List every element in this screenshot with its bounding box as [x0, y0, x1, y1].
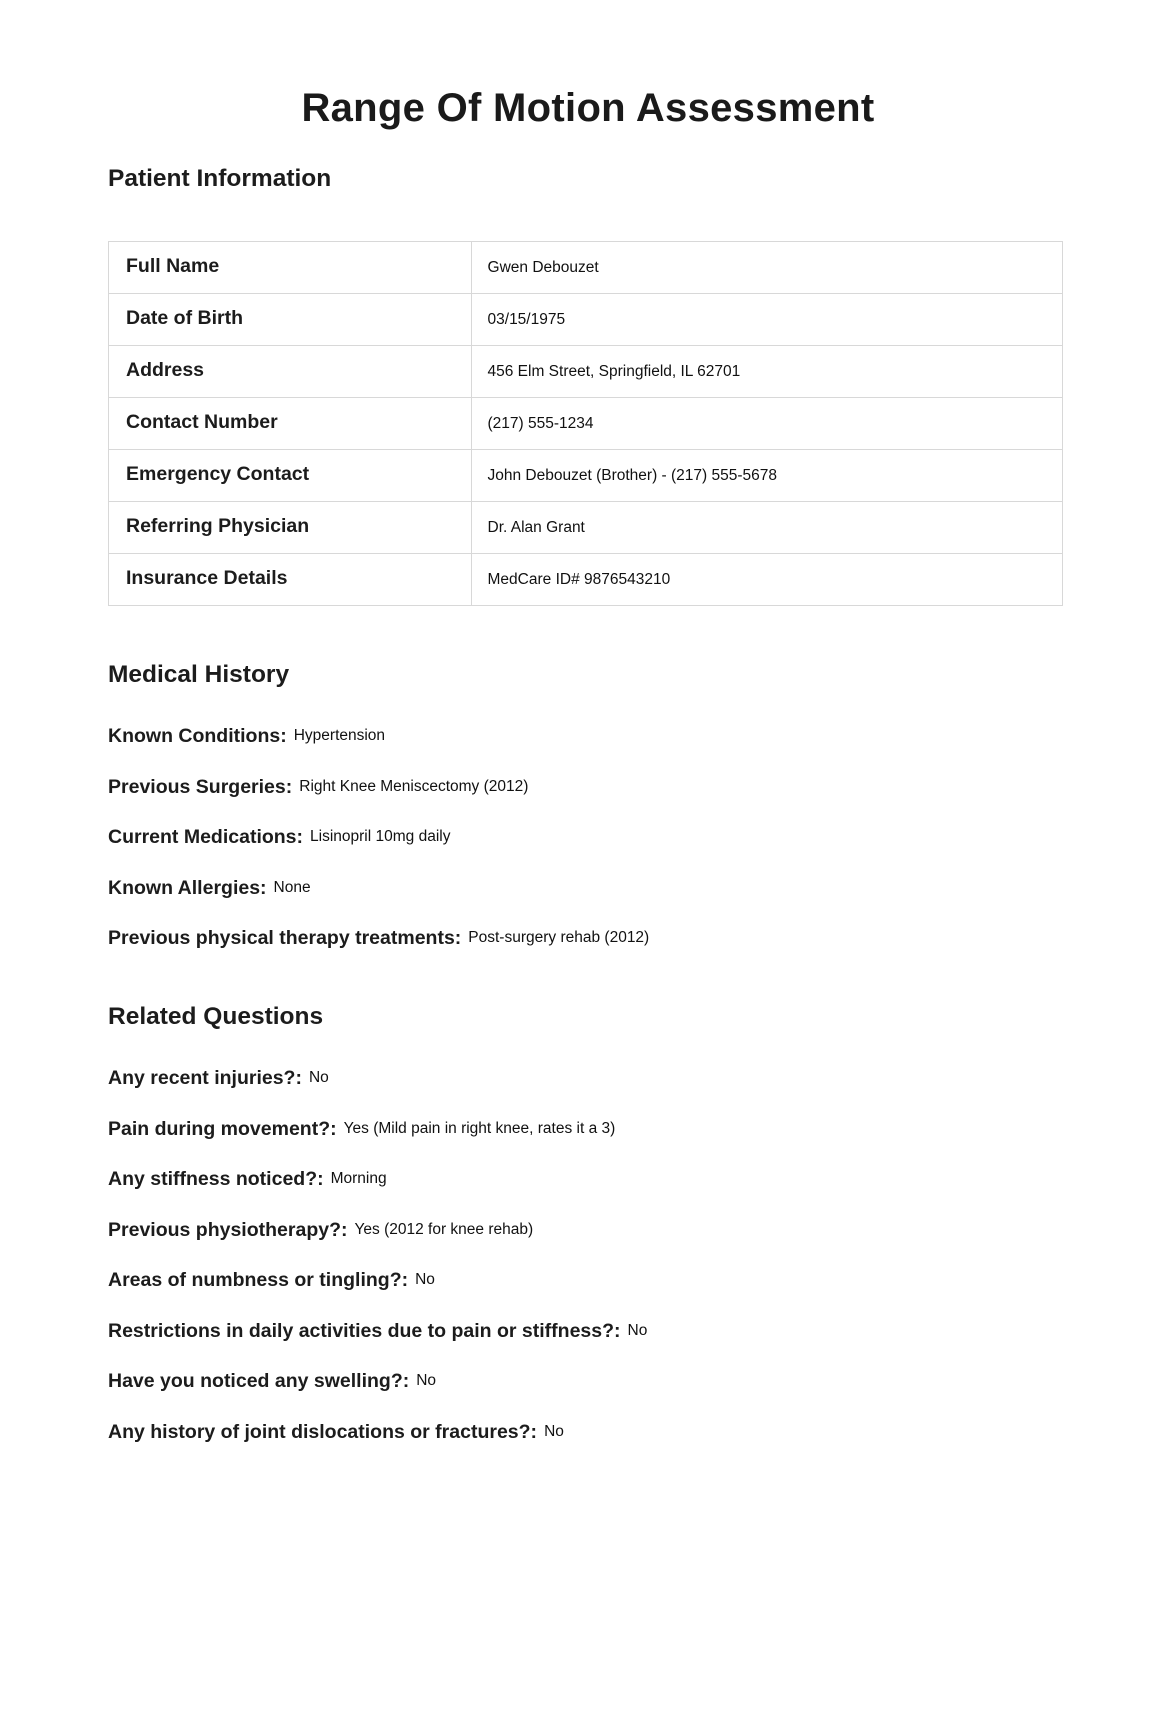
section-heading-related-questions: Related Questions [108, 1003, 324, 1030]
table-row [109, 502, 1063, 554]
question-numbness-tingling [108, 1269, 1063, 1293]
field-known-conditions [108, 725, 1063, 749]
document-page [0, 165, 1176, 1445]
field-label: Previous physical therapy treatments: [108, 927, 462, 949]
question-recent-injuries [108, 1067, 1063, 1091]
field-value: Right Knee Meniscectomy (2012) [299, 777, 529, 795]
related-questions-fields [108, 1067, 1063, 1445]
row-value: MedCare ID# 9876543210 [471, 554, 1062, 606]
row-label: Address [109, 346, 472, 398]
question-swelling [108, 1370, 1063, 1394]
page-title: Range Of Motion Assessment [301, 86, 875, 130]
question-daily-restrictions [108, 1320, 1063, 1344]
row-value: 456 Elm Street, Springfield, IL 62701 [471, 346, 1062, 398]
table-row [109, 450, 1063, 502]
question-answer: Yes (2012 for knee rehab) [354, 1220, 534, 1238]
question-stiffness-noticed [108, 1168, 1063, 1192]
table-row [109, 294, 1063, 346]
field-value: Hypertension [293, 727, 386, 744]
question-dislocations-fractures [108, 1421, 1063, 1445]
question-label: Any recent injuries?: [108, 1067, 302, 1089]
row-label: Date of Birth [109, 294, 472, 346]
field-known-allergies [108, 877, 1063, 901]
table-row [109, 398, 1063, 450]
question-answer: Yes (Mild pain in right knee, rates it a 3) [343, 1119, 616, 1137]
question-label: Pain during movement?: [108, 1117, 337, 1140]
field-label: Known Allergies: [108, 876, 267, 899]
section-heading-medical-history: Medical History [108, 661, 290, 688]
field-label: Known Conditions: [108, 725, 287, 747]
question-pain-during-movement [108, 1118, 1063, 1142]
question-answer: No [627, 1321, 648, 1339]
section-heading-patient-information: Patient Information [108, 165, 332, 192]
question-label: Restrictions in daily activities due to pain or stiffness?: [108, 1319, 621, 1342]
table-row [109, 346, 1063, 398]
question-label: Have you noticed any swelling?: [108, 1370, 410, 1392]
row-label: Insurance Details [109, 554, 472, 606]
medical-history-fields [108, 725, 1063, 951]
question-label: Areas of numbness or tingling?: [108, 1269, 409, 1291]
field-label: Previous Surgeries: [108, 775, 293, 798]
table-row [109, 242, 1063, 294]
field-previous-surgeries [108, 776, 1063, 800]
row-label: Emergency Contact [109, 450, 472, 502]
question-label: Any history of joint dislocations or fractures?: [108, 1420, 538, 1443]
row-value: John Debouzet (Brother) - (217) 555-5678 [471, 450, 1062, 502]
question-answer: No [308, 1069, 329, 1086]
field-value: None [273, 878, 311, 896]
field-label: Current Medications: [108, 826, 304, 848]
question-previous-physiotherapy [108, 1219, 1063, 1243]
field-value: Lisinopril 10mg daily [310, 828, 451, 845]
row-value: Gwen Debouzet [471, 242, 1062, 294]
patient-information-table [108, 241, 1063, 606]
question-answer: No [416, 1372, 437, 1389]
row-label: Full Name [109, 242, 472, 294]
row-value: Dr. Alan Grant [471, 502, 1062, 554]
field-value: Post-surgery rehab (2012) [468, 929, 650, 946]
field-previous-pt-treatments [108, 927, 1063, 951]
row-label: Contact Number [109, 398, 472, 450]
question-answer: No [544, 1422, 564, 1440]
question-label: Previous physiotherapy?: [108, 1218, 348, 1241]
question-answer: Morning [330, 1170, 387, 1187]
row-value: (217) 555-1234 [471, 398, 1062, 450]
question-answer: No [415, 1271, 435, 1288]
field-current-medications [108, 826, 1063, 850]
table-row [109, 554, 1063, 606]
row-value: 03/15/1975 [471, 294, 1062, 346]
row-label: Referring Physician [109, 502, 472, 554]
question-label: Any stiffness noticed?: [108, 1168, 324, 1190]
